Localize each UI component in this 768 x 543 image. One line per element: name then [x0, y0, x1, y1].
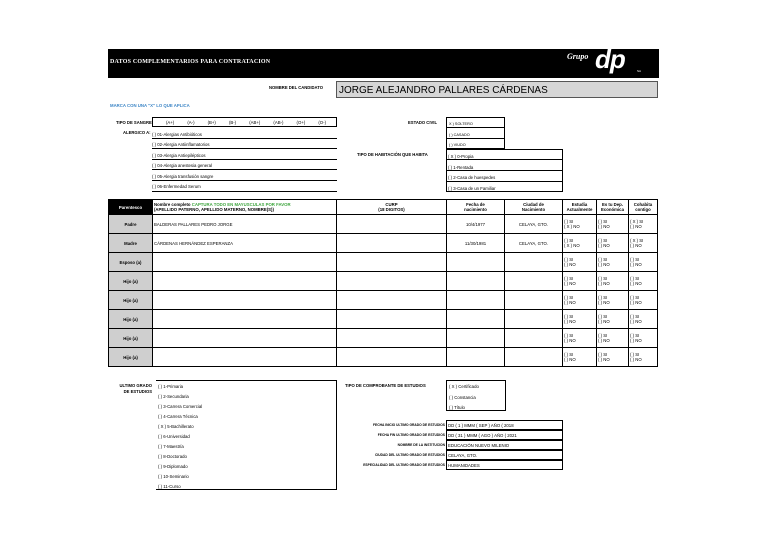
row-curp[interactable] [337, 329, 447, 348]
comprobante-list [449, 382, 479, 414]
row-dependiente[interactable]: ( ) SI ( ) NO [597, 310, 629, 329]
row-curp[interactable] [337, 348, 447, 367]
education-option[interactable]: ( ) 4-Carrera Técnica [158, 414, 198, 419]
education-option[interactable]: ( ) 8-Doctorado [158, 454, 187, 459]
row-dependiente[interactable]: ( ) SI ( ) NO [597, 234, 629, 253]
table-row [109, 310, 658, 329]
education-option[interactable]: ( ) 1-Primaria [158, 384, 184, 389]
blood-option[interactable]: (AB-) [273, 120, 284, 125]
row-ciudad[interactable]: CELAYA, GTO. [505, 234, 563, 253]
header-parentesco: Parentesco [109, 200, 153, 215]
row-ciudad[interactable] [505, 310, 563, 329]
row-fecha[interactable] [447, 329, 505, 348]
row-relation: Padre [109, 215, 153, 234]
blood-type-options [166, 120, 326, 125]
especialidad-field[interactable]: HUMANIDADES [446, 460, 563, 470]
comprobante-option[interactable]: ( X ) Certificado [449, 384, 479, 389]
row-dependiente[interactable]: ( ) SI ( ) NO [597, 329, 629, 348]
fecha-fin-field[interactable]: DD ( 31 ) MMM ( AGO ) AÑO ( 2021 [446, 430, 563, 440]
row-curp[interactable] [337, 253, 447, 272]
civil-status-label: ESTADO CIVIL [408, 120, 438, 125]
education-option[interactable]: ( ) 9-Diplomado [158, 464, 188, 469]
table-row [109, 291, 658, 310]
row-fecha[interactable] [447, 272, 505, 291]
row-name[interactable] [153, 348, 337, 367]
institucion-field[interactable]: EDUCACIÓN NUEVO MILENIO [446, 440, 563, 450]
row-relation: Madre [109, 234, 153, 253]
housing-option[interactable]: ( X ) 0-Propia [448, 154, 474, 159]
study-detail-row: CIUDAD DEL ULTIMO GRADO DE ESTUDIOS CELAYA, GTO. [310, 450, 563, 460]
row-dependiente[interactable]: ( ) SI ( ) NO [597, 215, 629, 234]
education-option[interactable]: ( ) 7-Maestría [158, 444, 184, 449]
study-detail-row: FECHA FIN ULTIMO GRADO DE ESTUDIOS DD ( 31 ) MMM ( AGO ) AÑO ( 2021 [310, 430, 563, 440]
header-curp: CURP (18 DIGITOS) [337, 200, 447, 215]
allergy-item[interactable]: ( ) 01-Alergias Antibióticos [152, 132, 202, 137]
row-dependiente[interactable]: ( ) SI ( ) NO [597, 348, 629, 367]
row-cohabita[interactable]: ( X ) SI ( ) NO [629, 234, 658, 253]
row-relation: Hijo (a) [109, 272, 153, 291]
education-option[interactable]: ( ) 10-Seminario [158, 474, 189, 479]
row-estudia[interactable]: ( ) SI ( X ) NO [563, 234, 597, 253]
row-ciudad[interactable] [505, 272, 563, 291]
row-estudia[interactable]: ( ) SI ( ) NO [563, 253, 597, 272]
row-fecha[interactable]: 10/4/1977 [447, 215, 505, 234]
row-ciudad[interactable] [505, 253, 563, 272]
row-fecha[interactable] [447, 253, 505, 272]
row-estudia[interactable]: ( ) SI ( ) NO [563, 348, 597, 367]
row-name[interactable] [153, 329, 337, 348]
education-option[interactable]: ( ) 3-Carrera Comercial [158, 404, 203, 409]
allergy-item[interactable]: ( ) 02-Alergia Antiinflamatorios [152, 142, 210, 148]
housing-option[interactable]: ( ) 2-Casa de huespedes [448, 175, 496, 180]
fecha-inicio-field[interactable]: DD ( 1 ) MMM ( SEP ) AÑO ( 2018 [446, 420, 563, 430]
housing-option[interactable]: ( ) 3-Casa de un Familiar [448, 185, 496, 191]
allergy-label: ALERGICO A: [123, 130, 151, 135]
civil-option[interactable]: ( ) CASADO [449, 132, 470, 137]
candidate-label: NOMBRE DEL CANDIDATO [269, 85, 323, 90]
row-fecha[interactable]: 11/30/1981 [447, 234, 505, 253]
education-option[interactable]: ( ) 11-Curso [158, 484, 181, 489]
education-option[interactable]: ( ) 6-Universidad [158, 434, 190, 439]
candidate-name-field[interactable]: JORGE ALEJANDRO PALLARES CÁRDENAS [336, 81, 658, 98]
header-fecha: Fecha de nacimiento [447, 200, 505, 215]
table-row [109, 272, 658, 291]
row-curp[interactable] [337, 310, 447, 329]
blood-option[interactable]: (AB+) [249, 120, 261, 125]
header-dependiente: Es tu Dep. Económica [597, 200, 629, 215]
education-list [158, 382, 202, 492]
row-cohabita[interactable]: ( ) SI ( ) NO [629, 291, 658, 310]
comprobante-option[interactable]: ( ) Título [449, 405, 465, 410]
row-ciudad[interactable]: CELAYA, GTO. [505, 215, 563, 234]
allergy-item[interactable]: ( ) 05-Alergia transfusión sangre [152, 173, 214, 179]
row-cohabita[interactable]: ( X ) SI ( ) NO [629, 215, 658, 234]
instruction-text: MARCA CON UNA "X" LO QUE APLICA [110, 103, 190, 108]
row-cohabita[interactable]: ( ) SI ( ) NO [629, 348, 658, 367]
blood-option[interactable]: (O+) [296, 120, 306, 125]
row-curp[interactable] [337, 291, 447, 310]
table-row [109, 348, 658, 367]
row-relation: Hijo (a) [109, 348, 153, 367]
blood-type-label: TIPO DE SANGRE [116, 120, 152, 125]
row-fecha[interactable] [447, 348, 505, 367]
education-option[interactable]: ( X ) 5-Bachillerato [158, 424, 194, 429]
study-details [310, 420, 563, 470]
row-name[interactable] [153, 310, 337, 329]
blood-option[interactable]: (O-) [318, 120, 326, 125]
row-ciudad[interactable] [505, 348, 563, 367]
allergy-item[interactable]: ( ) 03-Alergia Antiepilépticos [152, 152, 206, 158]
study-detail-row: ESPECIALIDAD DEL ULTIMO GRADO DE ESTUDIOS HUMANIDADES [310, 460, 563, 470]
row-relation: Hijo (a) [109, 310, 153, 329]
row-estudia[interactable]: ( ) SI ( ) NO [563, 272, 597, 291]
table-row [109, 253, 658, 272]
table-row [109, 215, 658, 234]
table-row [109, 329, 658, 348]
header-nombre: Nombre completo CAPTURA TODO EN MAYUSCULAS POR FAVOR (APELLIDO PATERNO, APELLIDO MATERNO, NOMBRE(S)) [153, 200, 337, 215]
education-label: ULTIMO GRADO DE ESTUDIOS [119, 383, 152, 394]
row-ciudad[interactable] [505, 291, 563, 310]
row-name[interactable]: CÁRDENAS HERNÁNDEZ ESPERANZA [153, 234, 337, 253]
study-detail-row: FECHA INICIO ULTIMO GRADO DE ESTUDIOS DD ( 1 ) MMM ( SEP ) AÑO ( 2018 [310, 420, 563, 430]
blood-option[interactable]: (B+) [207, 120, 216, 125]
allergy-item[interactable]: ( ) 04-Alergia anestesia general [152, 163, 212, 169]
allergy-list [152, 130, 213, 192]
blood-option[interactable]: (A-) [187, 120, 195, 125]
civil-option[interactable]: ( ) VIUDO [449, 143, 466, 147]
row-cohabita[interactable]: ( ) SI ( ) NO [629, 272, 658, 291]
civil-status-list [449, 119, 473, 151]
civil-option[interactable]: X ) SOLTERO [449, 122, 473, 126]
company-logo: Grupo dp SA [567, 44, 642, 74]
housing-label: TIPO DE HABITACIÓN QUE HABITA [357, 152, 428, 157]
header-cohabita: Cohabita contigo [629, 200, 658, 215]
row-cohabita[interactable]: ( ) SI ( ) NO [629, 329, 658, 348]
form-title: DATOS COMPLEMENTARIOS PARA CONTRATACION [110, 59, 271, 65]
row-fecha[interactable] [447, 310, 505, 329]
allergy-item[interactable]: ( ) 06-Enfermedad Serum [152, 184, 201, 190]
row-dependiente[interactable]: ( ) SI ( ) NO [597, 272, 629, 291]
housing-option[interactable]: ( ) 1-Rentada [448, 164, 474, 170]
header-ciudad: Ciudad de Nacimiento [505, 200, 563, 215]
comprobante-option[interactable]: ( ) Constancia [449, 394, 476, 400]
comprobante-label: TIPO DE COMPROBANTE DE ESTUDIOS [345, 383, 426, 388]
blood-option[interactable]: (B-) [228, 120, 237, 125]
row-curp[interactable] [337, 234, 447, 253]
row-fecha[interactable] [447, 291, 505, 310]
row-name[interactable] [153, 291, 337, 310]
ciudad-estudios-field[interactable]: CELAYA, GTO. [446, 450, 563, 460]
row-name[interactable]: BALDERAS PALLARES PEDRO JORGE [153, 215, 337, 234]
row-relation: Hijo (a) [109, 329, 153, 348]
form-header [108, 44, 659, 78]
family-table [108, 199, 658, 367]
row-curp[interactable] [337, 215, 447, 234]
row-estudia[interactable]: ( ) SI ( ) NO [563, 329, 597, 348]
table-row [109, 234, 658, 253]
row-cohabita[interactable]: ( ) SI ( ) NO [629, 310, 658, 329]
row-dependiente[interactable]: ( ) SI ( ) NO [597, 291, 629, 310]
row-cohabita[interactable]: ( ) SI ( ) NO [629, 253, 658, 272]
row-curp[interactable] [337, 272, 447, 291]
row-name[interactable] [153, 253, 337, 272]
study-detail-row: NOMBRE DE LA INSTITUCION EDUCACIÓN NUEVO MILENIO [310, 440, 563, 450]
table-header-row [109, 200, 658, 215]
row-estudia[interactable]: ( ) SI ( X ) NO [563, 215, 597, 234]
row-relation: Hijo (a) [109, 291, 153, 310]
row-estudia[interactable]: ( ) SI ( ) NO [563, 310, 597, 329]
row-dependiente[interactable]: ( ) SI ( ) NO [597, 253, 629, 272]
header-estudia: Estudia Actualmente [563, 200, 597, 215]
row-name[interactable] [153, 272, 337, 291]
blood-option[interactable]: (A+) [166, 120, 175, 125]
row-ciudad[interactable] [505, 329, 563, 348]
education-option[interactable]: ( ) 2-Secundaria [158, 394, 189, 399]
row-relation: Esposo (a) [109, 253, 153, 272]
row-estudia[interactable]: ( ) SI ( ) NO [563, 291, 597, 310]
